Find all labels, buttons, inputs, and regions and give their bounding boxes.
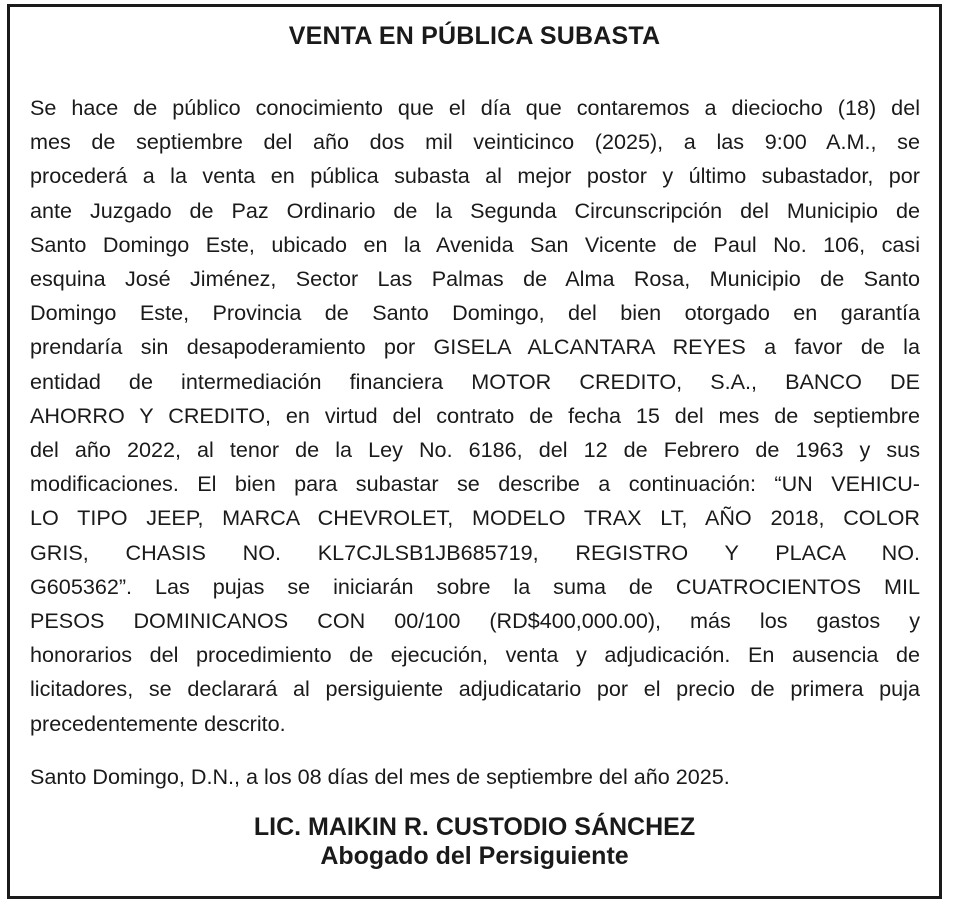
body-line: mes de septiembre del año dos mil veinticinco (2025), a las 9:00 A.M., se xyxy=(30,129,920,155)
body-line: PESOS DOMINICANOS CON 00/100 (RD$400,000.00), más los gastos y xyxy=(30,608,920,634)
body-line: precedentemente descrito. xyxy=(30,710,286,736)
body-line: prendaría sin desapoderamiento por GISELA ALCANTARA REYES a favor de la xyxy=(30,334,920,360)
body-line: esquina José Jiménez, Sector Las Palmas de Alma Rosa, Municipio de Santo xyxy=(30,266,920,292)
body-line: modificaciones. El bien para subastar se describe a continuación: “UN VEHICU- xyxy=(30,471,920,497)
body-line: ante Juzgado de Paz Ordinario de la Segunda Circunscripción del Municipio de xyxy=(30,197,920,223)
notice-body xyxy=(30,91,920,741)
body-line: G605362”. Las pujas se iniciarán sobre la suma de CUATROCIENTOS MIL xyxy=(30,573,920,599)
body-line: Se hace de público conocimiento que el día que contaremos a dieciocho (18) del xyxy=(30,95,920,120)
body-line: del año 2022, al tenor de la Ley No. 6186, del 12 de Febrero de 1963 y sus xyxy=(30,437,920,463)
signer-role: Abogado del Persiguiente xyxy=(320,842,629,870)
legal-notice xyxy=(7,4,942,899)
place-date-line: Santo Domingo, D.N., a los 08 días del mes de septiembre del año 2025. xyxy=(30,764,730,789)
body-line: entidad de intermediación financiera MOTOR CREDITO, S.A., BANCO DE xyxy=(30,368,920,394)
body-line: Domingo Este, Provincia de Santo Domingo, del bien otorgado en garantía xyxy=(30,300,920,326)
body-line: GRIS, CHASIS NO. KL7CJLSB1JB685719, REGISTRO Y PLACA NO. xyxy=(30,539,920,565)
body-line: licitadores, se declarará al persiguiente adjudicatario por el precio de primera puja xyxy=(30,676,920,702)
signer-name: LIC. MAIKIN R. CUSTODIO SÁNCHEZ xyxy=(253,813,696,841)
body-line: AHORRO Y CREDITO, en virtud del contrato de fecha 15 del mes de septiembre xyxy=(30,402,920,428)
body-line: LO TIPO JEEP, MARCA CHEVROLET, MODELO TRAX LT, AÑO 2018, COLOR xyxy=(30,505,920,531)
body-line: Santo Domingo Este, ubicado en la Avenida San Vicente de Paul No. 106, casi xyxy=(30,231,920,257)
body-line: procederá a la venta en pública subasta al mejor postor y último subastador, por xyxy=(30,163,920,189)
notice-title: VENTA EN PÚBLICA SUBASTA xyxy=(288,22,661,50)
body-line: honorarios del procedimiento de ejecución, venta y adjudicación. En ausencia de xyxy=(30,642,920,668)
